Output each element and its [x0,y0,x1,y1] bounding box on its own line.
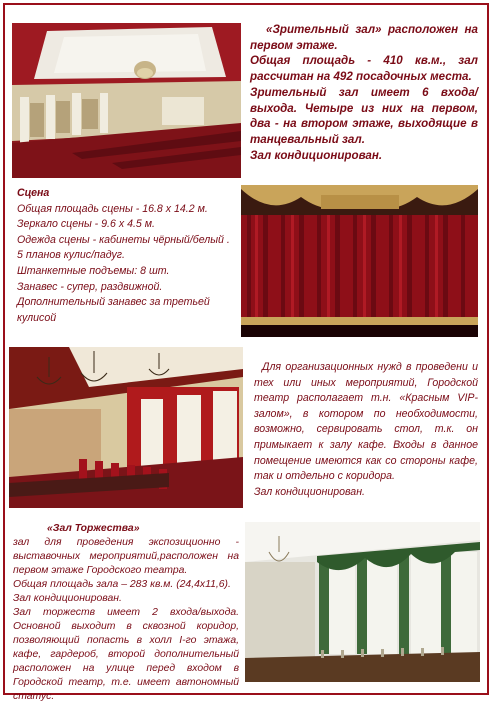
auditorium-line: Общая площадь - 410 кв.м., зал рассчитан на 492 посадочных места. [250,54,478,84]
vip-hall-photo [9,347,243,508]
celebration-hall-photo [245,522,480,682]
hall-line: Зал кондиционирован. [13,593,122,604]
stage-specs [17,186,242,326]
vip-footer: Зал кондиционирован. [254,485,365,498]
hall-title: «Зал Торжества» [47,523,140,534]
stage-line: Общая площадь сцены - 16.8 х 14.2 м. [17,202,208,215]
stage-title: Сцена [17,187,50,199]
auditorium-paragraph: «Зрительный зал» расположен на первом этаже. [250,23,478,52]
stage-line: 5 планов кулис/падуг. [17,249,125,262]
hall-line: зал для проведения экспозиционно - выставочных мероприятий,расположен на первом этаже Городского театра. [13,537,239,576]
vip-paragraph: Для организационных нужд в проведени и тех или иных мероприятий, Городской театр располагает т.н. «Красным VIP-залом», в котором по необходимости, возможно, сервировать стол, т.к. он примыкает к залу кафе. Входы в данное помещение имеются как со стороны кафе, так и отдельно с коридора. [254,361,478,483]
auditorium-photo [12,23,241,178]
stage-line: Штанкетные подъемы: 8 шт. [17,264,170,277]
hall-line: Общая площадь зала – 283 кв.м. (24,4х11,6). [13,579,231,590]
stage-line: Зеркало сцены - 9.6 х 4.5 м. [17,218,155,231]
stage-line: Одежда сцены - кабинеты чёрный/белый . [17,233,230,246]
hall-line: Зал торжеств имеет 2 входа/выхода. Основной выходит в сквозной коридор, позволяющий попасть в холл I-го этажа, кафе, гардероб, второй дополнительный расположен на улице перед входом в Городской театр, т.е. имеет автономный статус. [13,607,239,702]
hall-description [13,522,239,704]
auditorium-line: Зал кондиционирован. [250,148,383,162]
stage-line: Дополнительный занавес за третьей кулисой [17,296,210,324]
stage-line: Занавес - супер, раздвижной. [17,280,163,293]
auditorium-description [250,22,478,163]
auditorium-line: Зрительный зал имеет 6 входа/выхода. Четыре из них на первом, два - на втором этаже, выходящие в танцевальный зал. [250,85,478,146]
stage-curtain-photo [241,185,478,337]
vip-description [254,360,478,500]
